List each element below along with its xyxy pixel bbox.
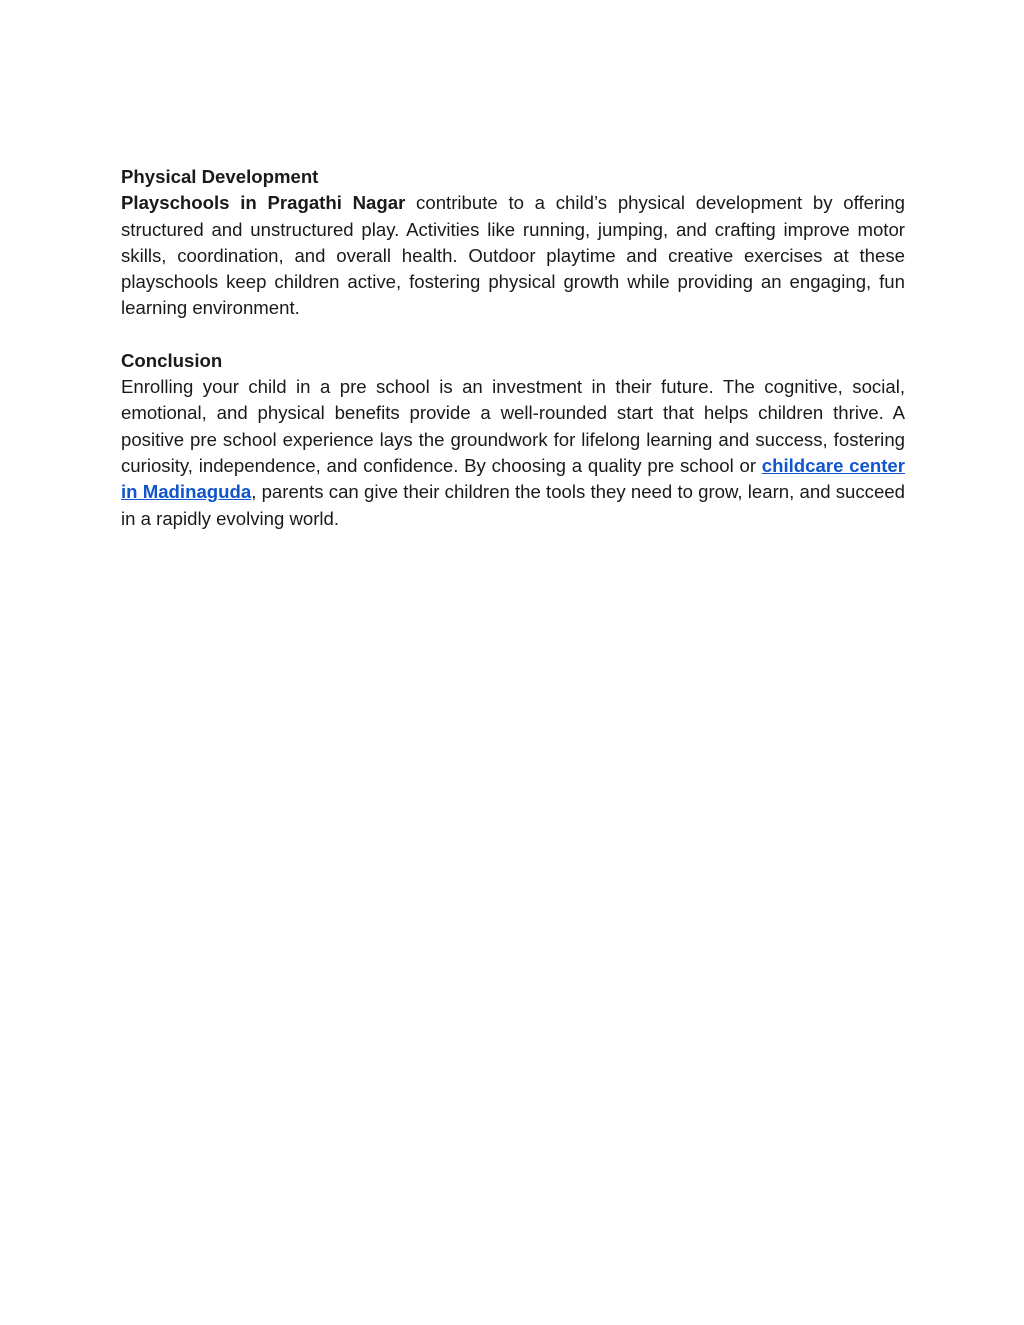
paragraph-text: contribute to a child’s physical development by offering structured and unstructured play. Activities like running, jumping, and crafting improve motor skills, coordination, and overall health. Outdoor playtime and creative exercises at these playschools keep children active, fostering physical growth while providing an engaging, fun learning environment. — [121, 192, 905, 319]
section-paragraph — [121, 374, 905, 532]
paragraph-text: , parents can give their children the tools they need to grow, learn, and succeed in a rapidly evolving world. — [121, 481, 905, 529]
document-page — [121, 164, 905, 532]
childcare-center-link[interactable]: childcare center in Madinaguda — [121, 454, 905, 503]
paragraph-text: Enrolling your child in a pre school is an investment in their future. The cognitive, social, emotional, and physical benefits provide a well-rounded start that helps children thrive. A positive pre school experience lays the groundwork for lifelong learning and success, fostering curiosity, independence, and confidence. By choosing a quality pre school or — [121, 376, 905, 476]
section-physical-development — [121, 164, 905, 322]
section-conclusion — [121, 348, 905, 532]
section-heading: Conclusion — [121, 349, 223, 371]
section-paragraph — [121, 190, 905, 321]
bold-lead-phrase: Playschools in Pragathi Nagar — [121, 192, 406, 214]
section-heading: Physical Development — [121, 166, 319, 187]
